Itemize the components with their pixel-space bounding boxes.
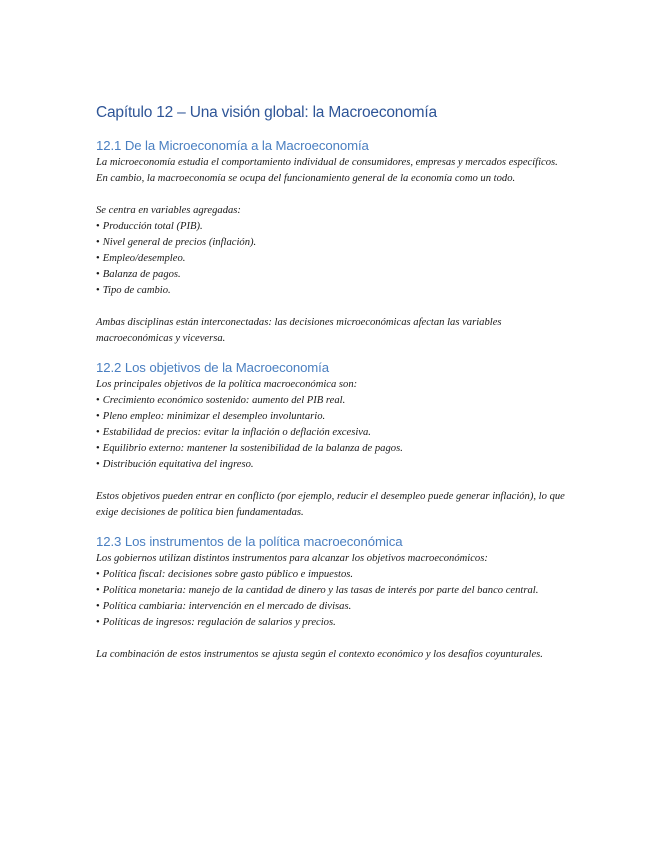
list-item: • Pleno empleo: minimizar el desempleo involuntario.: [96, 411, 326, 422]
section-12-2: [96, 359, 566, 521]
list-item: • Estabilidad de precios: evitar la inflación o deflación excesiva.: [96, 427, 371, 438]
section-heading: 12.3 Los instrumentos de la política macroeconómica: [96, 534, 403, 549]
list-item: • Política monetaria: manejo de la cantidad de dinero y las tasas de interés por parte del banco central.: [96, 585, 539, 596]
list-item: • Balanza de pagos.: [96, 269, 181, 280]
list-item: • Política fiscal: decisiones sobre gasto público e impuestos.: [96, 569, 354, 580]
section-heading: 12.2 Los objetivos de la Macroeconomía: [96, 360, 329, 375]
list-item: • Política cambiaria: intervención en el mercado de divisas.: [96, 601, 352, 612]
chapter-title: Capítulo 12 – Una visión global: la Macroeconomía: [96, 104, 437, 121]
section-12-1: [96, 137, 566, 347]
bullet-icon: •: [96, 585, 100, 596]
spacer: [96, 473, 566, 489]
paragraph-closing: Estos objetivos pueden entrar en conflicto (por ejemplo, reducir el desempleo puede generar inflación), lo que exige decisiones de política bien fundamentadas.: [96, 491, 565, 518]
objectives-list: [96, 393, 566, 473]
list-intro: Los principales objetivos de la política macroeconómica son:: [96, 379, 358, 390]
list-item: • Empleo/desempleo.: [96, 253, 186, 264]
list-item: • Políticas de ingresos: regulación de salarios y precios.: [96, 617, 336, 628]
list-item: • Tipo de cambio.: [96, 285, 171, 296]
paragraph-closing: La combinación de estos instrumentos se ajusta según el contexto económico y los desafíos coyunturales.: [96, 649, 543, 660]
document-page: [96, 103, 566, 663]
list-item: • Producción total (PIB).: [96, 221, 203, 232]
bullet-icon: •: [96, 411, 100, 422]
list-item: • Equilibrio externo: mantener la sostenibilidad de la balanza de pagos.: [96, 443, 403, 454]
paragraph-micro: La microeconomía estudia el comportamiento individual de consumidores, empresas y mercados específicos.: [96, 157, 558, 168]
instruments-list: [96, 567, 566, 631]
paragraph-macro: En cambio, la macroeconomía se ocupa del funcionamiento general de la economía como un todo.: [96, 173, 516, 184]
bullet-icon: •: [96, 617, 100, 628]
bullet-icon: •: [96, 459, 100, 470]
bullet-icon: •: [96, 443, 100, 454]
bullet-icon: •: [96, 569, 100, 580]
spacer: [96, 299, 566, 315]
list-item: • Distribución equitativa del ingreso.: [96, 459, 254, 470]
bullet-icon: •: [96, 253, 100, 264]
paragraph-closing: Ambas disciplinas están interconectadas: las decisiones microeconómicas afectan las variables macroeconómicas y viceversa.: [96, 317, 502, 344]
bullet-icon: •: [96, 269, 100, 280]
list-intro: Los gobiernos utilizan distintos instrumentos para alcanzar los objetivos macroeconómicos:: [96, 553, 488, 564]
spacer: [96, 187, 566, 203]
aggregate-variables-list: [96, 219, 566, 299]
list-item: • Nivel general de precios (inflación).: [96, 237, 257, 248]
bullet-icon: •: [96, 237, 100, 248]
bullet-icon: •: [96, 601, 100, 612]
section-12-3: [96, 533, 566, 663]
list-intro: Se centra en variables agregadas:: [96, 205, 241, 216]
section-heading: 12.1 De la Microeconomía a la Macroeconomía: [96, 138, 369, 153]
bullet-icon: •: [96, 221, 100, 232]
bullet-icon: •: [96, 427, 100, 438]
list-item: • Crecimiento económico sostenido: aumento del PIB real.: [96, 395, 346, 406]
spacer: [96, 631, 566, 647]
bullet-icon: •: [96, 285, 100, 296]
bullet-icon: •: [96, 395, 100, 406]
